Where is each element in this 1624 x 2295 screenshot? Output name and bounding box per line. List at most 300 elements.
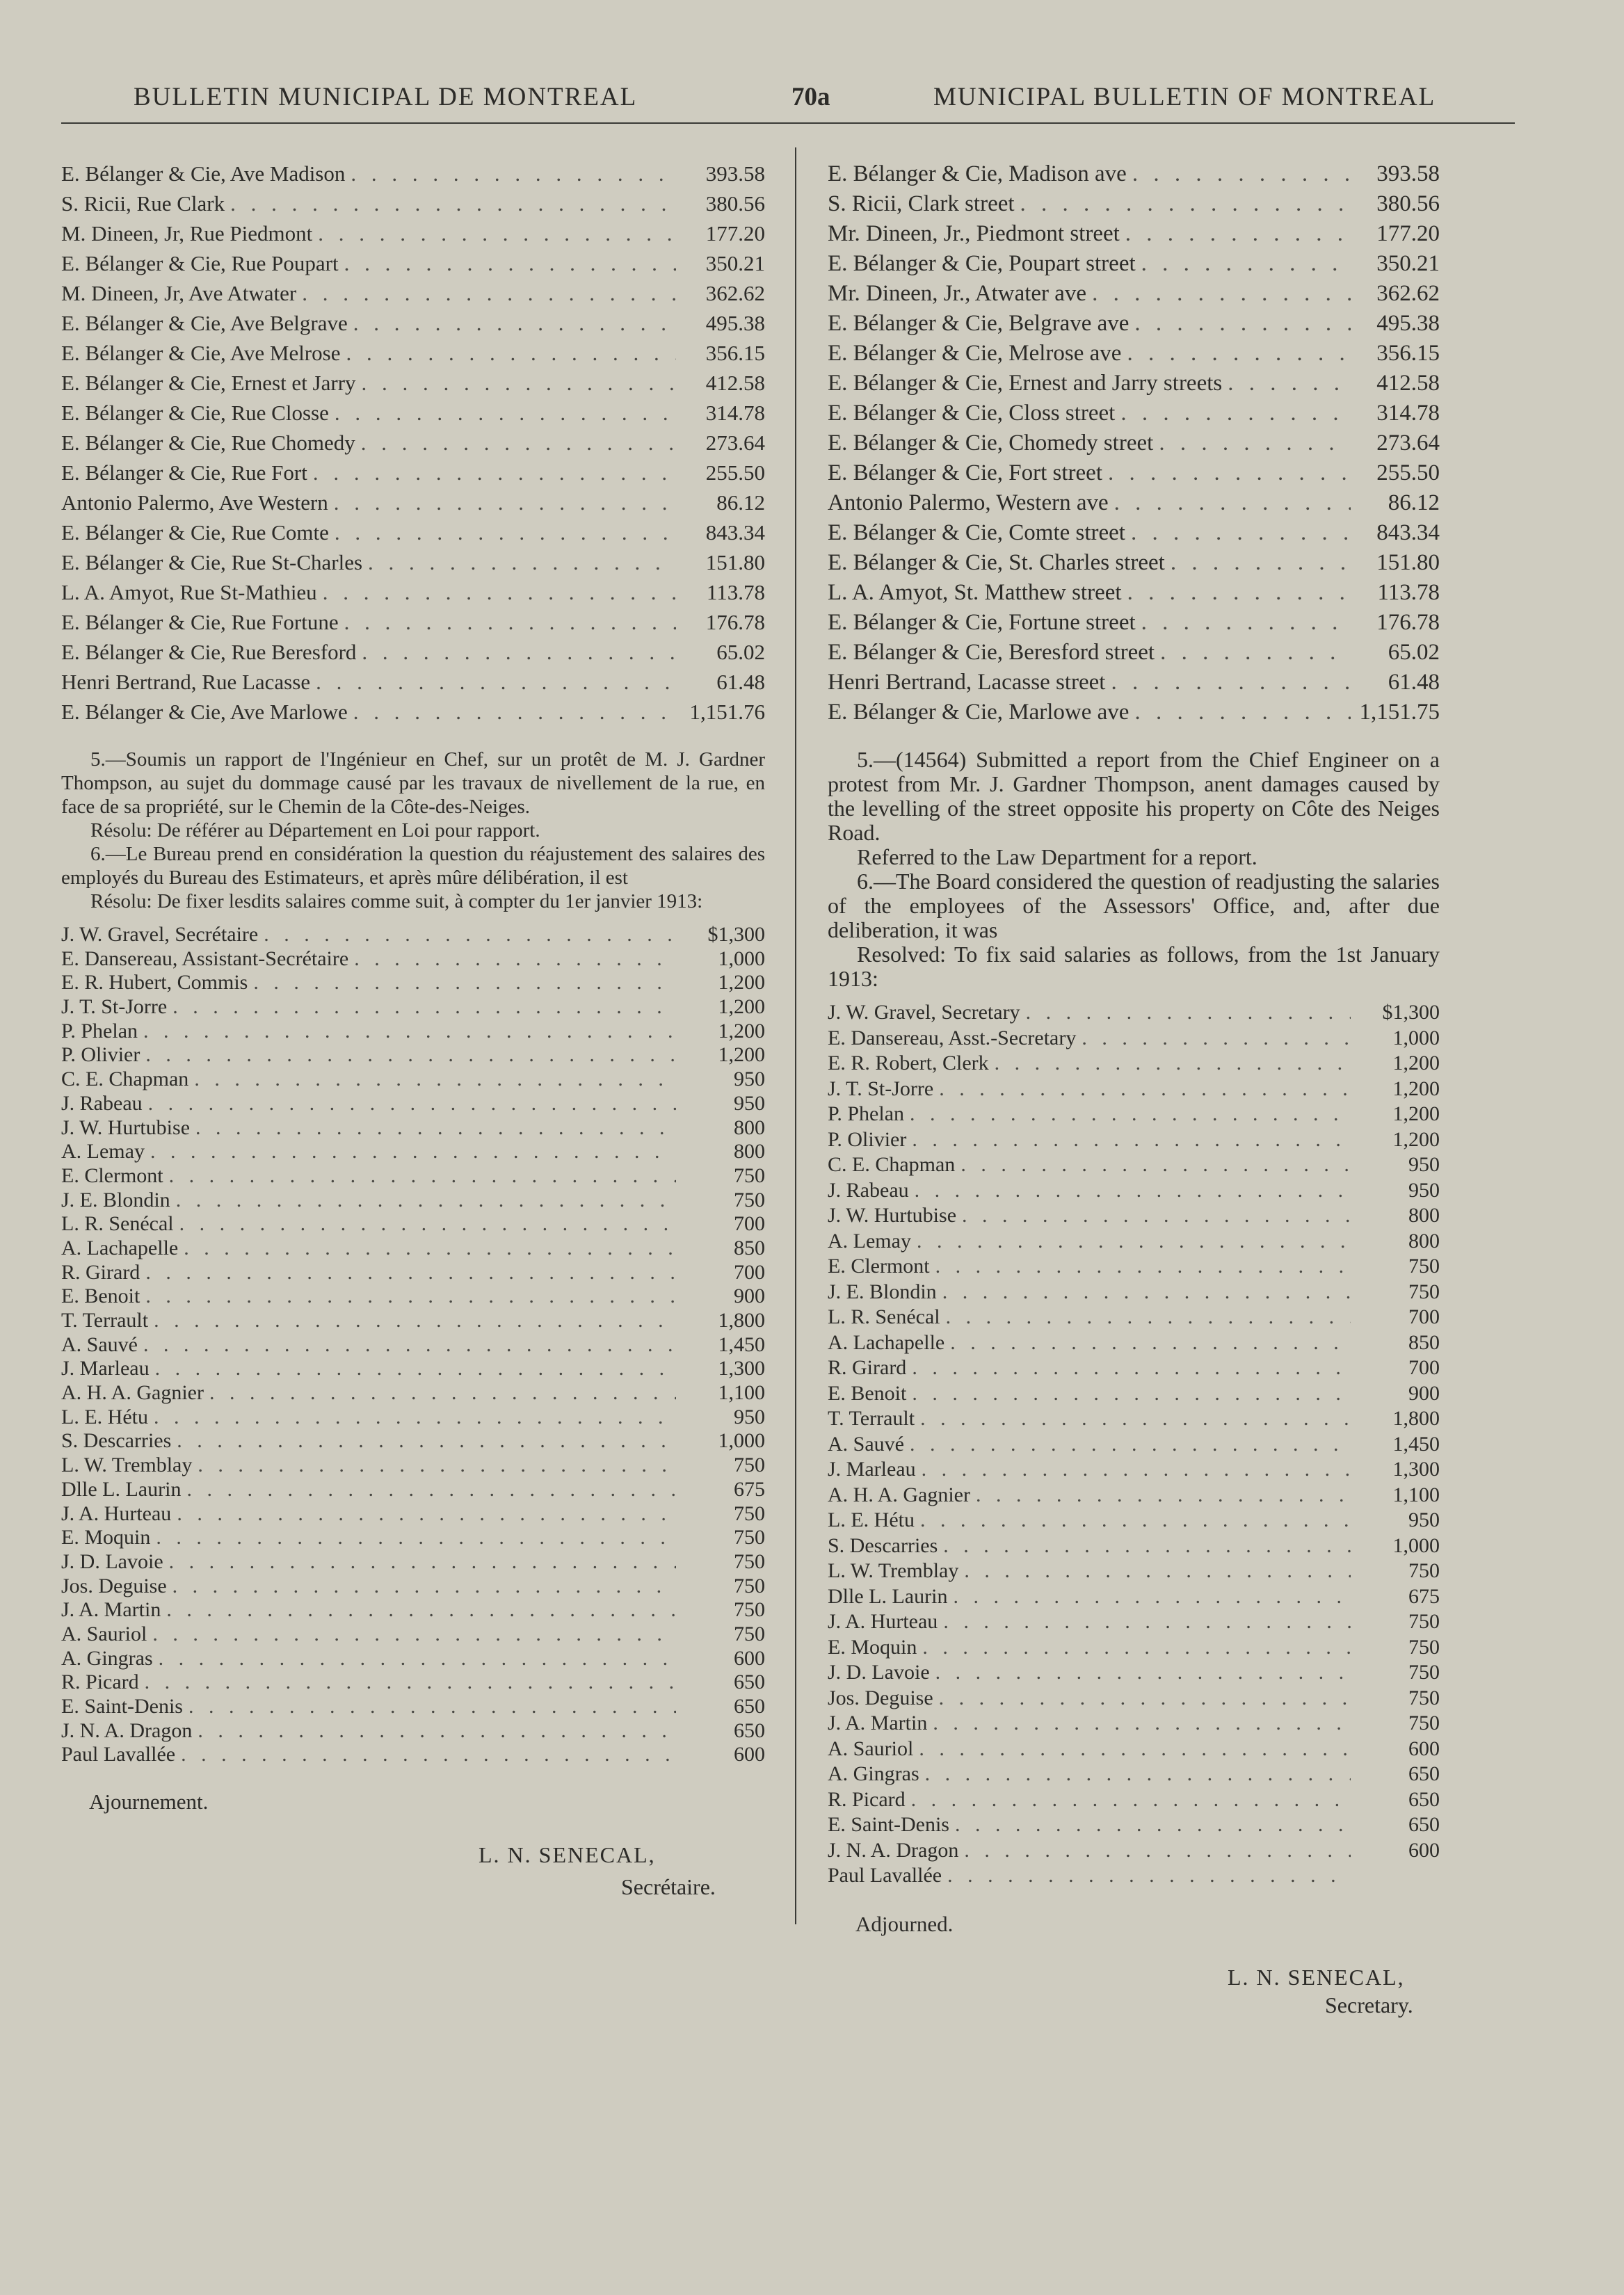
table-row <box>828 1382 1440 1408</box>
row-amount: 356.15 <box>705 341 765 365</box>
row-name: E. R. Hubert, Commis <box>61 971 248 994</box>
leader-dots <box>962 1204 1351 1227</box>
french-payments-table <box>61 161 765 730</box>
table-row <box>61 1550 765 1575</box>
row-amount: 900 <box>1408 1381 1440 1405</box>
table-row <box>61 1043 765 1068</box>
leader-dots <box>335 401 676 426</box>
table-row <box>828 1585 1440 1611</box>
row-name: J. A. Hurteau <box>61 1501 172 1525</box>
row-amount: 1,800 <box>718 1309 765 1332</box>
leader-dots <box>209 1381 676 1405</box>
leader-dots <box>1141 251 1351 277</box>
leader-dots <box>186 1478 676 1501</box>
row-amount: 412.58 <box>705 371 765 395</box>
table-row <box>828 1712 1440 1737</box>
leader-dots <box>230 191 676 216</box>
row-name: L. A. Amyot, Rue St-Mathieu <box>61 580 317 604</box>
leader-dots <box>195 1116 676 1140</box>
leader-dots <box>911 1788 1351 1812</box>
leader-dots <box>344 610 676 635</box>
header-title-english: MUNICIPAL BULLETIN OF MONTREAL <box>933 83 1436 111</box>
row-name: M. Dineen, Jr, Ave Atwater <box>61 281 297 305</box>
row-name: E. Saint-Denis <box>828 1813 949 1836</box>
row-amount: 380.56 <box>705 191 765 216</box>
row-amount: 151.80 <box>1376 550 1440 575</box>
row-name: J. W. Hurtubise <box>61 1116 191 1139</box>
leader-dots <box>1092 281 1351 307</box>
table-row <box>828 1458 1440 1483</box>
leader-dots <box>922 1636 1351 1659</box>
table-row <box>828 1559 1440 1585</box>
leader-dots <box>148 1092 676 1116</box>
row-name: E. Bélanger & Cie, Rue Closse <box>61 401 329 425</box>
row-amount: 1,200 <box>718 1019 765 1042</box>
row-amount: 176.78 <box>705 610 765 634</box>
column-divider <box>795 147 796 1924</box>
row-amount: 86.12 <box>716 490 765 515</box>
row-amount: 750 <box>1408 1712 1440 1734</box>
row-amount: 750 <box>734 1188 765 1211</box>
row-name: J. E. Blondin <box>61 1188 170 1211</box>
row-amount: 700 <box>1408 1305 1440 1328</box>
french-adjourned: Ajournement. <box>89 1789 209 1814</box>
row-name: E. Bélanger & Cie, Fortune street <box>828 610 1136 635</box>
table-row <box>61 221 765 251</box>
table-row <box>828 1762 1440 1788</box>
leader-dots <box>1141 610 1351 636</box>
leader-dots <box>912 1382 1351 1406</box>
row-amount: 900 <box>734 1285 765 1308</box>
row-amount: 273.64 <box>1376 430 1440 456</box>
row-amount: 113.78 <box>1377 580 1440 605</box>
row-name: A. Lachapelle <box>828 1330 945 1354</box>
table-row <box>61 1189 765 1213</box>
row-name: E. Bélanger & Cie, Rue Chomedy <box>61 430 355 455</box>
leader-dots <box>155 1357 676 1380</box>
table-row <box>61 1719 765 1744</box>
leader-dots <box>947 1864 1351 1887</box>
table-row <box>61 1164 765 1189</box>
table-row <box>61 610 765 640</box>
row-name: E. Bélanger & Cie, Closs street <box>828 401 1116 426</box>
row-name: E. Bélanger & Cie, Ernest and Jarry streets <box>828 371 1223 396</box>
table-row <box>61 1622 765 1647</box>
table-row <box>61 1092 765 1116</box>
table-row <box>828 1052 1440 1077</box>
row-amount: 600 <box>734 1743 765 1766</box>
row-name: E. Bélanger & Cie, Ave Marlowe <box>61 700 348 724</box>
table-row <box>828 311 1440 341</box>
table-row <box>828 670 1440 700</box>
row-name: E. Bélanger & Cie, Melrose ave <box>828 341 1122 366</box>
table-row <box>828 520 1440 550</box>
row-name: Paul Lavallée <box>828 1864 942 1887</box>
leader-dots <box>910 1433 1351 1456</box>
row-amount: 350.21 <box>705 251 765 275</box>
row-amount: 393.58 <box>1376 161 1440 186</box>
leader-dots <box>995 1052 1351 1075</box>
row-amount: 1,000 <box>1392 1533 1440 1557</box>
row-name: C. E. Chapman <box>828 1153 956 1176</box>
row-amount: 750 <box>734 1622 765 1645</box>
table-row <box>828 430 1440 460</box>
row-name: E. Benoit <box>61 1285 140 1308</box>
row-amount: 800 <box>734 1116 765 1139</box>
table-row <box>61 1212 765 1237</box>
row-amount: 600 <box>1408 1737 1440 1760</box>
row-name: P. Phelan <box>828 1102 905 1125</box>
leader-dots <box>145 1043 676 1067</box>
leader-dots <box>181 1743 676 1766</box>
row-name: Jos. Deguise <box>61 1574 167 1597</box>
row-amount: 950 <box>1408 1508 1440 1531</box>
row-name: E. Bélanger & Cie, Chomedy street <box>828 430 1154 456</box>
french-item-6: 6.—Le Bureau prend en considération la question du réajustement des salaires des employés du Bureau des Estimateurs, et après mûre délibération, il est <box>61 843 765 889</box>
row-amount: 61.48 <box>716 670 765 694</box>
table-row <box>828 1331 1440 1357</box>
row-amount: 1,200 <box>1392 1077 1440 1100</box>
row-name: S. Ricii, Rue Clark <box>61 191 225 216</box>
table-row <box>61 341 765 371</box>
leader-dots <box>169 1164 676 1188</box>
row-amount: 1,450 <box>1392 1432 1440 1456</box>
row-amount: 950 <box>734 1091 765 1115</box>
row-amount: 1,151.76 <box>689 700 765 724</box>
table-row <box>61 1140 765 1164</box>
row-amount: 362.62 <box>1376 281 1440 306</box>
row-amount: 314.78 <box>705 401 765 425</box>
english-item-5-resolution: Referred to the Law Department for a report. <box>857 844 1257 869</box>
row-name: J. D. Lavoie <box>828 1661 930 1684</box>
row-amount: 495.38 <box>1376 311 1440 336</box>
leader-dots <box>145 1261 676 1285</box>
leader-dots <box>354 947 676 971</box>
row-amount: 600 <box>734 1646 765 1670</box>
leader-dots <box>1131 520 1351 546</box>
table-row <box>61 1309 765 1333</box>
leader-dots <box>953 1585 1351 1609</box>
row-name: E. Dansereau, Assistant-Secrétaire <box>61 947 349 970</box>
table-row <box>61 1526 765 1550</box>
leader-dots <box>935 1255 1351 1278</box>
row-name: J. A. Hurteau <box>828 1610 938 1633</box>
table-row <box>61 1478 765 1502</box>
row-name: R. Picard <box>828 1787 906 1811</box>
row-name: E. Bélanger & Cie, Comte street <box>828 520 1125 545</box>
table-row <box>828 1128 1440 1154</box>
row-name: S. Ricii, Clark street <box>828 191 1015 216</box>
row-amount: 750 <box>734 1454 765 1477</box>
row-amount: 393.58 <box>705 161 765 186</box>
table-row <box>61 1670 765 1695</box>
row-amount: 850 <box>1408 1330 1440 1354</box>
row-name: J. T. St-Jorre <box>828 1077 934 1100</box>
table-row <box>61 1116 765 1141</box>
row-amount: 1,200 <box>1392 1052 1440 1074</box>
table-row <box>61 490 765 520</box>
leader-dots <box>939 1686 1351 1710</box>
table-row <box>828 610 1440 640</box>
row-name: J. Rabeau <box>61 1091 143 1115</box>
table-row <box>828 580 1440 610</box>
french-item-6-resolution: Résolu: De fixer lesdits salaires comme suit, à compter du 1er janvier 1913: <box>90 890 703 912</box>
row-amount: 650 <box>1408 1762 1440 1785</box>
row-name: J. T. St-Jorre <box>61 995 168 1019</box>
leader-dots <box>946 1305 1351 1329</box>
leader-dots <box>1171 550 1351 576</box>
row-name: Dlle L. Laurin <box>61 1477 182 1501</box>
french-item-5-resolution: Résolu: De référer au Département en Loi pour rapport. <box>90 819 540 842</box>
row-amount: 750 <box>734 1501 765 1525</box>
leader-dots <box>1132 161 1351 187</box>
row-name: R. Picard <box>61 1670 139 1694</box>
row-amount: 350.21 <box>1376 251 1440 276</box>
table-row <box>61 1575 765 1599</box>
row-amount: 850 <box>734 1236 765 1259</box>
table-row <box>828 460 1440 490</box>
row-name: L. E. Hétu <box>61 1405 148 1428</box>
leader-dots <box>1127 341 1351 367</box>
row-name: L. E. Hétu <box>828 1508 915 1531</box>
row-amount: 61.48 <box>1388 670 1440 695</box>
leader-dots <box>1228 371 1351 396</box>
table-row <box>828 1839 1440 1865</box>
english-payments-table <box>828 161 1440 730</box>
row-name: A. Lemay <box>61 1140 145 1163</box>
row-name: E. Dansereau, Asst.-Secretary <box>828 1026 1077 1049</box>
page-number: 70a <box>791 83 830 111</box>
row-amount: 650 <box>1408 1813 1440 1836</box>
row-name: J. E. Blondin <box>828 1280 937 1303</box>
row-name: A. Gingras <box>828 1762 919 1785</box>
table-row <box>828 550 1440 580</box>
row-name: J. W. Hurtubise <box>828 1204 957 1227</box>
table-row <box>828 341 1440 371</box>
leader-dots <box>922 1458 1351 1481</box>
row-amount: 176.78 <box>1376 610 1440 635</box>
table-row <box>61 580 765 610</box>
leader-dots <box>976 1483 1351 1507</box>
row-name: E. Bélanger & Cie, Fort street <box>828 460 1102 485</box>
row-name: L. W. Tremblay <box>828 1559 959 1582</box>
row-name: A. Lachapelle <box>61 1236 179 1259</box>
leader-dots <box>943 1610 1351 1634</box>
table-row <box>61 251 765 281</box>
row-amount: 750 <box>734 1549 765 1573</box>
row-amount: 750 <box>1408 1635 1440 1659</box>
table-row <box>828 1305 1440 1331</box>
header-title-french: BULLETIN MUNICIPAL DE MONTREAL <box>134 83 638 111</box>
row-name: P. Phelan <box>61 1019 138 1042</box>
leader-dots <box>143 1333 676 1357</box>
row-amount: 800 <box>1408 1229 1440 1253</box>
table-row <box>61 1237 765 1261</box>
row-name: A. Gingras <box>61 1646 153 1670</box>
row-name: E. Bélanger & Cie, Ave Madison <box>61 161 346 186</box>
leader-dots <box>1159 430 1351 456</box>
table-row <box>61 947 765 972</box>
leader-dots <box>143 1020 676 1043</box>
table-row <box>61 995 765 1020</box>
row-amount: 750 <box>734 1163 765 1187</box>
table-row <box>61 1068 765 1092</box>
row-name: J. N. A. Dragon <box>828 1838 959 1862</box>
row-name: E. Bélanger & Cie, Beresford street <box>828 640 1155 665</box>
table-row <box>828 1483 1440 1509</box>
row-amount: 1,200 <box>1392 1102 1440 1125</box>
row-name: S. Descarries <box>61 1429 172 1453</box>
row-name: E. Bélanger & Cie, Poupart street <box>828 251 1136 276</box>
french-salaries-table <box>61 923 765 1767</box>
leader-dots <box>351 161 676 186</box>
table-row <box>61 1429 765 1454</box>
row-name: T. Terrault <box>61 1309 149 1332</box>
leader-dots <box>145 1670 676 1694</box>
row-amount: 1,800 <box>1392 1407 1440 1430</box>
english-signature <box>828 1965 1440 2048</box>
table-row <box>61 1406 765 1430</box>
row-amount: 800 <box>1408 1204 1440 1227</box>
row-amount: 750 <box>1408 1686 1440 1709</box>
table-row <box>828 251 1440 281</box>
row-amount: 650 <box>734 1670 765 1694</box>
row-name: A. Sauvé <box>61 1332 138 1356</box>
row-amount: 700 <box>1408 1356 1440 1379</box>
row-amount: 600 <box>1408 1838 1440 1862</box>
table-row <box>61 923 765 947</box>
row-amount: 750 <box>1408 1661 1440 1684</box>
row-amount: 950 <box>1408 1178 1440 1202</box>
leader-dots <box>933 1712 1351 1735</box>
table-row <box>61 1502 765 1527</box>
leader-dots <box>334 490 676 515</box>
leader-dots <box>912 1128 1351 1152</box>
english-item-5: 5.—(14564) Submitted a report from the Chief Engineer on a protest from Mr. J. Gardner Thompson, anent damages caused by the levelling of the street opposite his property on Côte des Neiges Road. <box>828 747 1440 845</box>
table-row <box>828 1255 1440 1280</box>
row-amount: 950 <box>1408 1153 1440 1176</box>
leader-dots <box>368 550 676 575</box>
row-amount: 750 <box>1408 1559 1440 1582</box>
row-name: L. R. Senécal <box>61 1212 174 1236</box>
table-row <box>61 460 765 490</box>
leader-dots <box>1134 311 1351 337</box>
row-amount: 151.80 <box>705 550 765 574</box>
table-row <box>61 700 765 730</box>
row-name: E. Bélanger & Cie, Rue Comte <box>61 520 329 545</box>
leader-dots <box>172 1575 676 1598</box>
table-row <box>828 1001 1440 1026</box>
leader-dots <box>145 1285 676 1308</box>
table-row <box>61 1454 765 1478</box>
table-row <box>828 1407 1440 1433</box>
row-name: C. E. Chapman <box>61 1068 189 1091</box>
leader-dots <box>188 1695 676 1718</box>
row-amount: 650 <box>1408 1787 1440 1811</box>
english-signature-title: Secretary. <box>1325 1992 1413 2018</box>
row-amount: 1,300 <box>1392 1458 1440 1481</box>
table-row <box>828 1230 1440 1255</box>
table-row <box>61 520 765 550</box>
table-row <box>828 1813 1440 1839</box>
leader-dots <box>920 1407 1351 1431</box>
french-signature-name: L. N. SENECAL, <box>479 1842 656 1868</box>
row-amount: 1,000 <box>718 947 765 970</box>
leader-dots <box>919 1737 1351 1761</box>
leader-dots <box>910 1102 1351 1126</box>
table-row <box>61 1357 765 1381</box>
row-name: S. Descarries <box>828 1533 938 1557</box>
row-amount: 700 <box>734 1212 765 1236</box>
leader-dots <box>1125 221 1351 247</box>
table-row <box>61 1695 765 1719</box>
table-row <box>828 1661 1440 1686</box>
leader-dots <box>1020 191 1351 217</box>
page-header <box>0 82 1624 124</box>
table-row <box>828 191 1440 221</box>
table-row <box>61 670 765 700</box>
row-amount: 650 <box>734 1718 765 1742</box>
leader-dots <box>1120 401 1351 426</box>
table-row <box>828 1153 1440 1179</box>
row-amount: 1,151.75 <box>1359 700 1440 725</box>
row-name: J. W. Gravel, Secrétaire <box>61 923 259 946</box>
leader-dots <box>184 1237 676 1260</box>
table-row <box>61 1381 765 1406</box>
leader-dots <box>943 1534 1351 1558</box>
leader-dots <box>1114 490 1351 516</box>
leader-dots <box>264 923 676 947</box>
row-amount: 1,200 <box>1392 1127 1440 1151</box>
row-amount: 750 <box>1408 1610 1440 1633</box>
row-name: A. H. A. Gagnier <box>61 1381 204 1405</box>
leader-dots <box>198 1719 676 1743</box>
row-name: L. A. Amyot, St. Matthew street <box>828 580 1122 605</box>
leader-dots <box>194 1068 676 1091</box>
row-amount: 273.64 <box>705 430 765 455</box>
leader-dots <box>939 1077 1351 1101</box>
leader-dots <box>179 1212 676 1236</box>
leader-dots <box>1082 1026 1351 1050</box>
row-amount: 750 <box>734 1598 765 1622</box>
leader-dots <box>362 640 676 665</box>
row-name: J. W. Gravel, Secretary <box>828 1001 1020 1024</box>
row-name: E. Bélanger & Cie, Ave Melrose <box>61 341 341 365</box>
row-name: A. Sauriol <box>828 1737 914 1760</box>
row-name: E. Bélanger & Cie, Madison ave <box>828 161 1127 186</box>
leader-dots <box>323 580 676 605</box>
table-row <box>61 311 765 341</box>
leader-dots <box>152 1622 676 1646</box>
row-name: E. Bélanger & Cie, Rue Fort <box>61 460 307 485</box>
leader-dots <box>150 1140 676 1163</box>
row-name: M. Dineen, Jr, Rue Piedmont <box>61 221 313 245</box>
leader-dots <box>318 221 676 246</box>
header-rule <box>61 122 1515 124</box>
row-amount: 1,000 <box>1392 1026 1440 1049</box>
row-name: P. Olivier <box>61 1043 140 1067</box>
row-amount: 65.02 <box>716 640 765 664</box>
table-row <box>828 221 1440 251</box>
leader-dots <box>1127 580 1351 606</box>
row-name: J. D. Lavoie <box>61 1549 163 1573</box>
row-amount: 1,200 <box>718 971 765 994</box>
leader-dots <box>253 971 676 994</box>
leader-dots <box>960 1153 1351 1177</box>
table-row <box>61 191 765 221</box>
leader-dots <box>353 700 676 725</box>
table-row <box>828 1433 1440 1458</box>
